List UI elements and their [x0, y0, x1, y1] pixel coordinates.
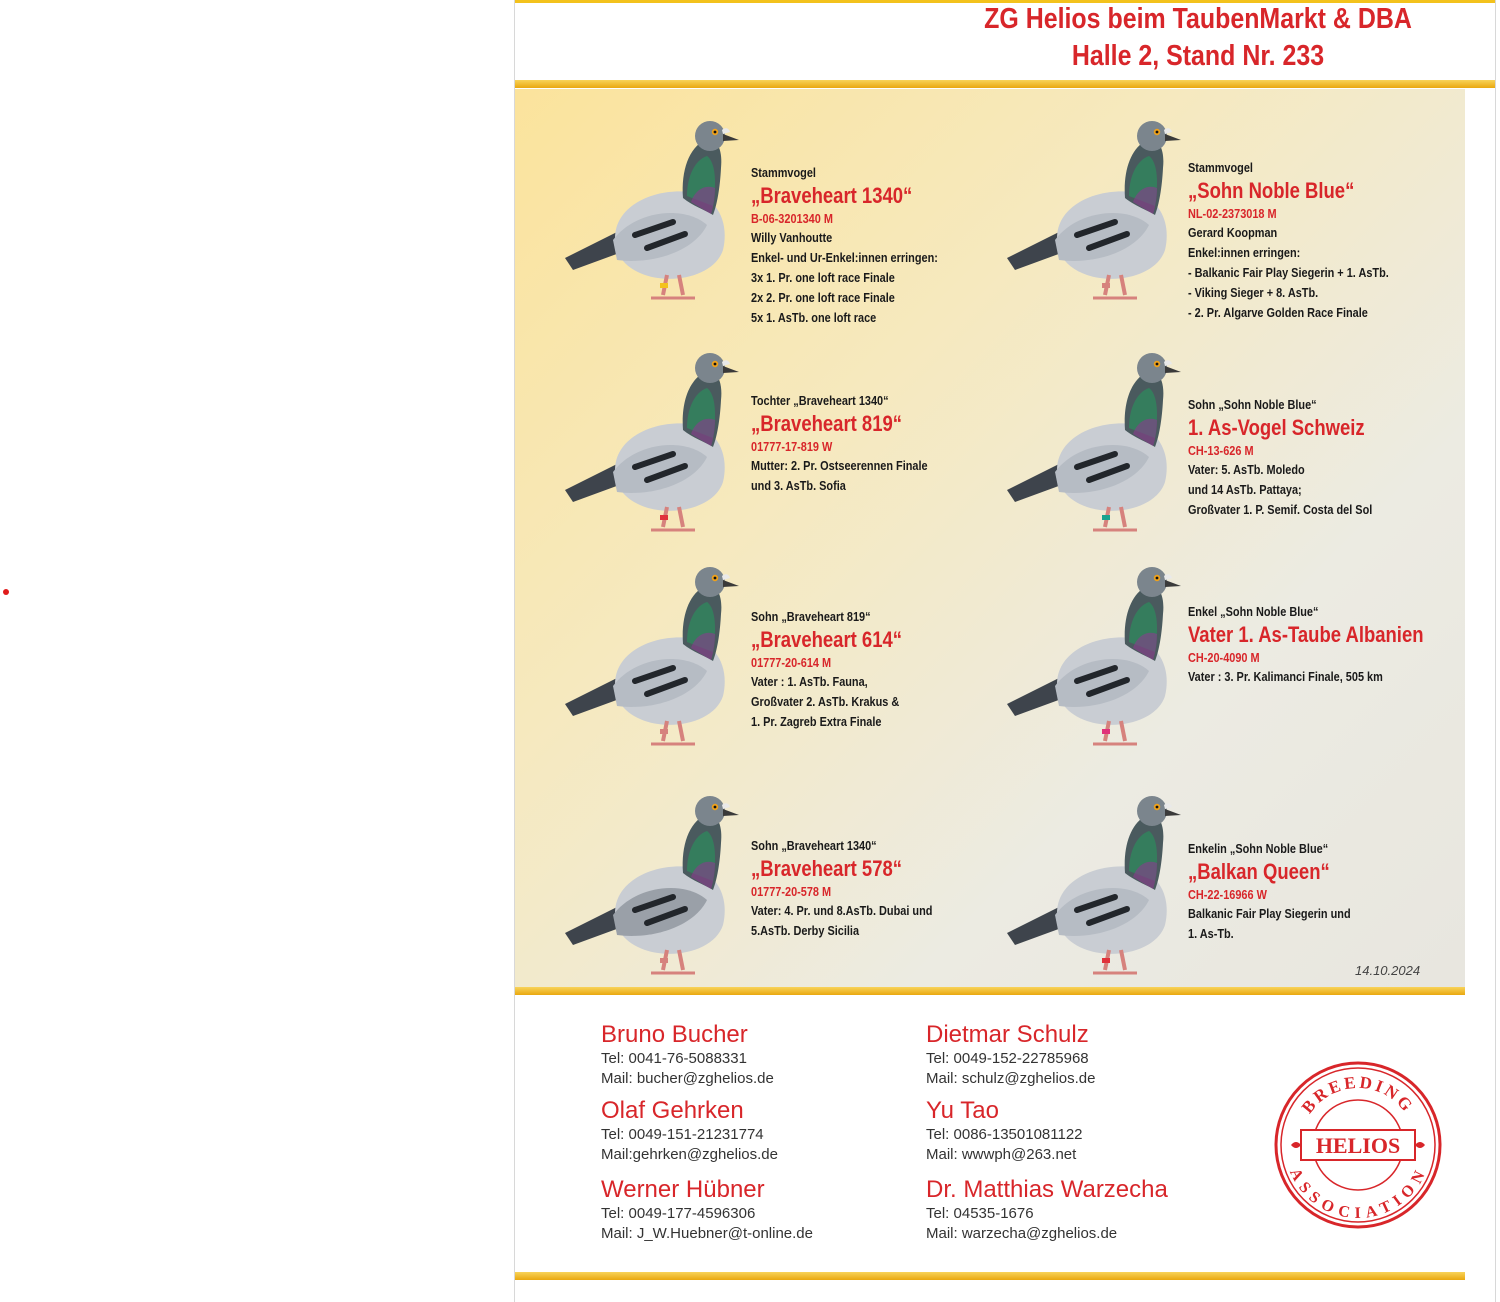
entry-line: 3x 1. Pr. one loft race Finale — [751, 270, 895, 285]
entry-ring: B-06-3201340 M — [751, 211, 833, 226]
entry-name: 1. As-Vogel Schweiz — [1188, 415, 1365, 440]
entry-line: - 2. Pr. Algarve Golden Race Finale — [1188, 305, 1368, 320]
entry-line: Enkel- und Ur-Enkel:innen erringen: — [751, 250, 938, 265]
contact-card — [601, 1097, 921, 1165]
header-title-line1: ZG Helios beim TaubenMarkt & DBA — [984, 3, 1412, 35]
entry-line: Gerard Koopman — [1188, 225, 1278, 240]
contact-tel: Tel: 0049-177-4596306 — [601, 1205, 756, 1222]
entry-label: Enkel „Sohn Noble Blue“ — [1188, 604, 1319, 619]
helios-breeding-association-stamp — [1273, 1060, 1443, 1230]
contact-mail: Mail: schulz@zghelios.de — [926, 1070, 1096, 1087]
entry-ring: CH-13-626 M — [1188, 443, 1254, 458]
contact-tel: Tel: 0049-152-22785968 — [926, 1050, 1089, 1067]
red-marker-dot — [3, 589, 9, 595]
entry-line: - Balkanic Fair Play Siegerin + 1. AsTb. — [1188, 265, 1389, 280]
entry-line: Vater: 5. AsTb. Moledo — [1188, 462, 1305, 477]
flyer-header — [515, 0, 1495, 80]
entry-ring: 01777-20-614 M — [751, 655, 832, 670]
entry-name: Vater 1. As-Taube Albanien — [1188, 622, 1424, 647]
entry-label: Stammvogel — [751, 165, 816, 180]
contact-card — [926, 1097, 1246, 1165]
svg-text:BREEDING — [1298, 1073, 1418, 1117]
contact-name: Bruno Bucher — [601, 1021, 748, 1048]
flyer-page — [514, 0, 1496, 1302]
entry-name: „Sohn Noble Blue“ — [1188, 178, 1355, 203]
entry-ring: CH-20-4090 M — [1188, 650, 1260, 665]
pigeon-entry-5 — [751, 608, 1051, 732]
contact-card — [601, 1021, 921, 1089]
entry-line: und 14 AsTb. Pattaya; — [1188, 482, 1302, 497]
contact-card — [926, 1176, 1246, 1244]
entry-line: Vater : 3. Pr. Kalimanci Finale, 505 km — [1188, 669, 1383, 684]
entry-line: 1. As-Tb. — [1188, 926, 1234, 941]
pigeon-entry-7 — [751, 837, 1051, 941]
entry-line: 2x 2. Pr. one loft race Finale — [751, 290, 895, 305]
entry-line: Mutter: 2. Pr. Ostseerennen Finale — [751, 458, 928, 473]
pigeon-entry-3 — [751, 392, 1051, 496]
entry-label: Stammvogel — [1188, 160, 1253, 175]
pigeon-image-braveheart-1340 — [555, 110, 745, 310]
contact-tel: Tel: 0049-151-21231774 — [601, 1126, 764, 1143]
pigeon-entry-6 — [1188, 603, 1488, 687]
contact-tel: Tel: 0086-13501081122 — [926, 1126, 1083, 1143]
entry-label: Sohn „Braveheart 819“ — [751, 609, 871, 624]
contact-mail: Mail: bucher@zghelios.de — [601, 1070, 774, 1087]
entry-line: Balkanic Fair Play Siegerin und — [1188, 906, 1351, 921]
svg-text:ASSOCIATION — [1286, 1166, 1430, 1222]
stamp-top-text: BREEDING — [1297, 1072, 1419, 1117]
entry-name: „Braveheart 819“ — [751, 411, 903, 436]
entry-name: „Braveheart 1340“ — [751, 183, 913, 208]
entry-ring: 01777-17-819 W — [751, 439, 833, 454]
pigeon-entry-2 — [1188, 159, 1488, 323]
contact-name: Dr. Matthias Warzecha — [926, 1176, 1168, 1203]
date-stamp: 14.10.2024 — [1355, 963, 1421, 978]
entry-name: „Braveheart 614“ — [751, 627, 903, 652]
stamp-bottom-text: ASSOCIATION — [1286, 1165, 1430, 1223]
entry-line: 5.AsTb. Derby Sicilia — [751, 923, 860, 938]
entry-label: Enkelin „Sohn Noble Blue“ — [1188, 841, 1329, 856]
entry-label: Tochter „Braveheart 1340“ — [751, 393, 889, 408]
contact-card — [926, 1021, 1246, 1089]
entry-name: „Balkan Queen“ — [1188, 859, 1330, 884]
gold-divider-top — [515, 80, 1495, 88]
contact-card — [601, 1176, 921, 1244]
entry-line: - Viking Sieger + 8. AsTb. — [1188, 285, 1319, 300]
header-title-line2: Halle 2, Stand Nr. 233 — [1071, 40, 1325, 72]
entry-ring: CH-22-16966 W — [1188, 887, 1267, 902]
pigeon-image-braveheart-578 — [555, 785, 745, 985]
entry-label: Sohn „Braveheart 1340“ — [751, 838, 877, 853]
entry-line: Vater : 1. AsTb. Fauna, — [751, 674, 868, 689]
pigeon-entry-1 — [751, 164, 1051, 328]
entry-ring: NL-02-2373018 M — [1188, 206, 1277, 221]
gold-divider-middle — [515, 987, 1465, 995]
contact-mail: Mail: warzecha@zghelios.de — [926, 1225, 1118, 1242]
pigeon-image-braveheart-614 — [555, 556, 745, 756]
entry-line: 5x 1. AsTb. one loft race — [751, 310, 877, 325]
pigeon-entry-8 — [1188, 840, 1488, 944]
contact-name: Dietmar Schulz — [926, 1021, 1089, 1048]
entry-line: Vater: 4. Pr. und 8.AsTb. Dubai und — [751, 903, 933, 918]
contact-tel: Tel: 04535-1676 — [926, 1205, 1034, 1222]
pigeon-entry-4 — [1188, 396, 1488, 520]
entry-line: Großvater 2. AsTb. Krakus & — [751, 694, 900, 709]
entry-line: und 3. AsTb. Sofia — [751, 478, 846, 493]
contact-name: Olaf Gehrken — [601, 1097, 744, 1124]
contact-tel: Tel: 0041-76-5088331 — [601, 1050, 747, 1067]
contact-name: Werner Hübner — [601, 1176, 765, 1203]
contact-name: Yu Tao — [926, 1097, 999, 1124]
entry-line: Großvater 1. P. Semif. Costa del Sol — [1188, 502, 1373, 517]
entry-name: „Braveheart 578“ — [751, 856, 903, 881]
contact-mail: Mail:gehrken@zghelios.de — [601, 1146, 778, 1163]
pigeon-image-braveheart-819 — [555, 342, 745, 542]
entry-ring: 01777-20-578 M — [751, 884, 832, 899]
gold-divider-bottom — [515, 1272, 1465, 1280]
stamp-center-text: HELIOS — [1315, 1133, 1401, 1158]
contact-mail: Mail: wwwph@263.net — [926, 1146, 1077, 1163]
entry-line: Enkel:innen erringen: — [1188, 245, 1301, 260]
contact-mail: Mail: J_W.Huebner@t-online.de — [601, 1225, 813, 1242]
entry-line: Willy Vanhoutte — [751, 230, 833, 245]
entry-label: Sohn „Sohn Noble Blue“ — [1188, 397, 1317, 412]
entry-line: 1. Pr. Zagreb Extra Finale — [751, 714, 882, 729]
